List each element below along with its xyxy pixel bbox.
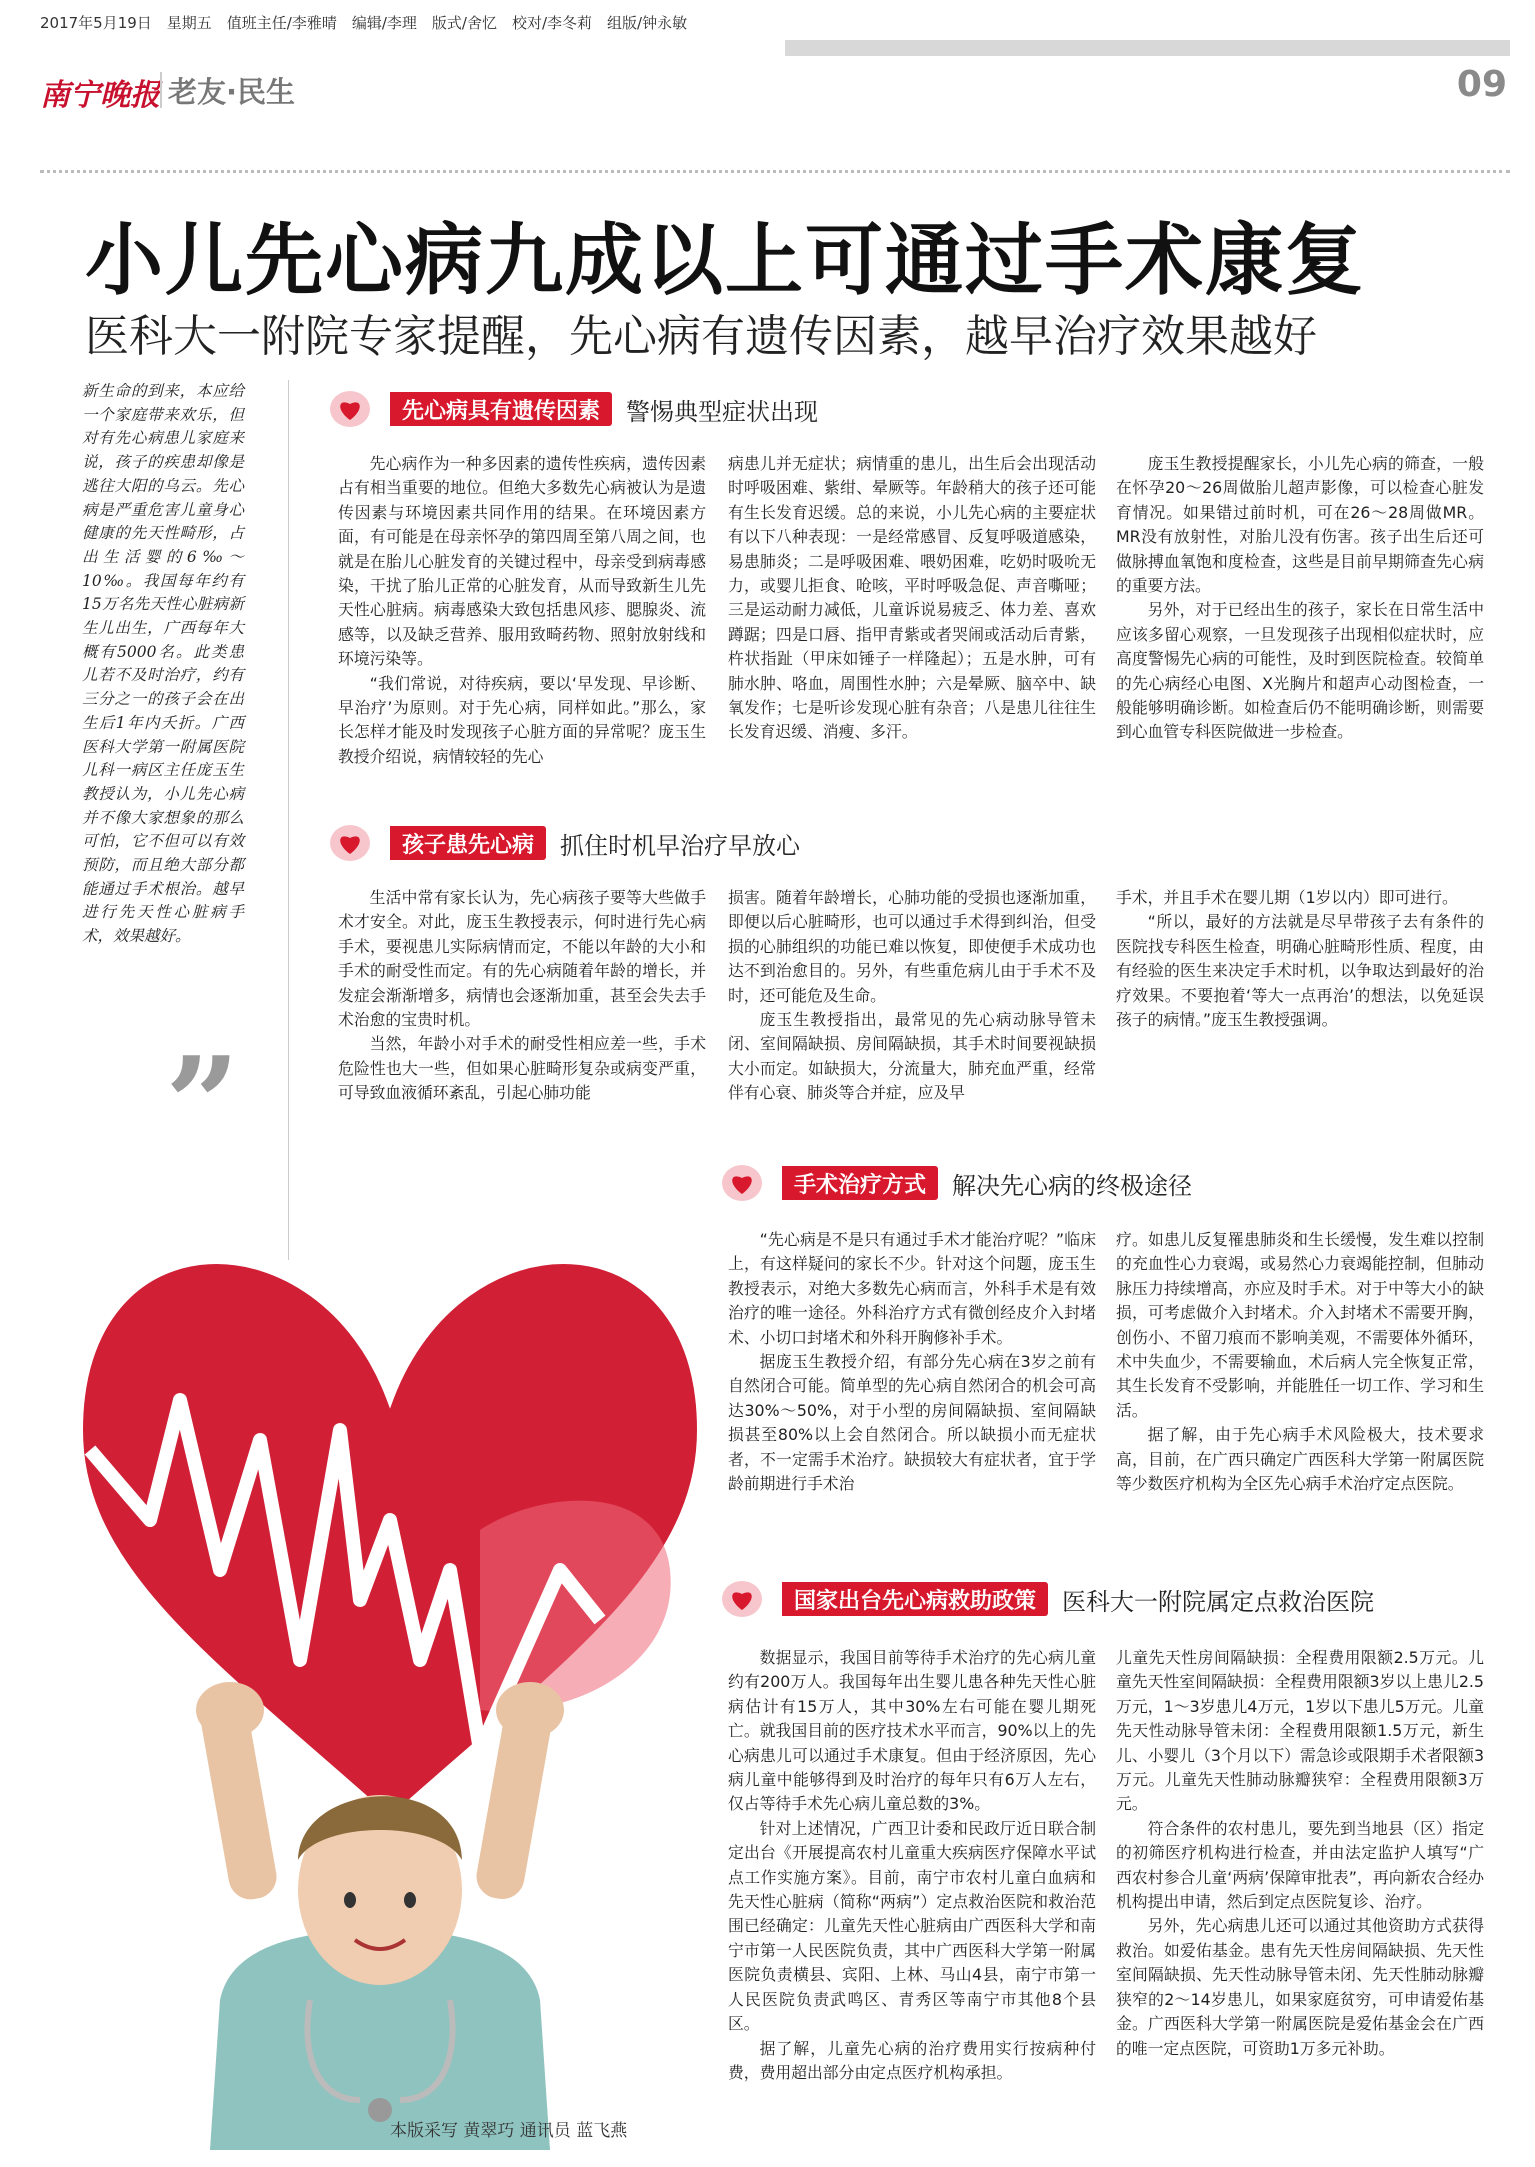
section-tag-2: 孩子患先心病 <box>390 826 546 860</box>
subheadline: 医科大一附院专家提醒，先心病有遗传因素，越早治疗效果越好 <box>85 311 1317 362</box>
s4-col-1 <box>728 1646 1096 2085</box>
s2-col-3 <box>1116 886 1484 1032</box>
paragraph: 疗。如患儿反复罹患肺炎和生长缓慢，发生难以控制的充血性心力衰竭，或易然心力衰竭能控制，但肺动脉压力持续增高，亦应及时手术。对于中等大小的缺损，可考虑做介入封堵术。介入封堵术不需要开胸，创伤小、不留刀痕而不影响美观，不需要体外循环，术中失血少，不需要输血，术后病人完全恢复正常，其生长发育不受影响，并能胜任一切工作、学习和生活。 <box>1116 1230 1484 1420</box>
section-header-2 <box>328 824 800 862</box>
s2-col-1 <box>338 886 706 1106</box>
paragraph: 据庞玉生教授介绍，有部分先心病在3岁之前有自然闭合可能。简单型的先心病自然闭合的机会可高达30%～50%，对于小型的房间隔缺损、室间隔缺损甚至80%以上会自然闭合。所以缺损小而无症状者，不一定需手术治疗。缺损较大有症状者，宜于学龄前期进行手术治 <box>728 1352 1096 1494</box>
heart-badge-icon <box>720 1580 782 1618</box>
heart-doctor-illustration <box>60 1100 750 2150</box>
section-tag-1: 先心病具有遗传因素 <box>390 392 612 426</box>
heart-badge-icon <box>328 390 390 428</box>
s1-col-1 <box>338 452 706 769</box>
quote-mark: ” <box>165 1028 240 1181</box>
section-sub-1: 警惕典型症状出现 <box>626 397 819 426</box>
paragraph: 生活中常有家长认为，先心病孩子要等大些做手术才安全。对此，庞玉生教授表示，何时进行先心病手术，要视患儿实际病情而定，不能以年龄的大小和手术的耐受性而定。有的先心病随着年龄的增长，并发症会渐渐增多，病情也会逐渐加重，甚至会失去手术治愈的宝贵时机。 <box>338 888 706 1030</box>
header-divider <box>40 170 1510 173</box>
section-sub-4: 医科大一附院属定点救治医院 <box>1062 1587 1375 1616</box>
headline: 小儿先心病九成以上可通过手术康复 <box>85 216 1366 306</box>
paragraph: 据了解，儿童先心病的治疗费用实行按病种付费，费用超出部分由定点医疗机构承担。 <box>728 2038 1096 2082</box>
paragraph: 病患儿并无症状；病情重的患儿，出生后会出现活动时呼吸困难、紫绀、晕厥等。年龄稍大的孩子还可能有生长发育迟缓。总的来说，小儿先心病的主要症状有以下八种表现：一是经常感冒、反复呼吸道感染，易患肺炎；二是呼吸困难、喂奶困难，吃奶时吸吮无力，或婴儿拒食、呛咳，平时呼吸急促、声音嘶哑；三是运动耐力减低，儿童诉说易疲乏、体力差、喜欢蹲踞；四是口唇、指甲青紫或者哭闹或活动后青紫，杵状指趾（甲床如锤子一样隆起）；五是水肿，可有肺水肿、咯血，周围性水肿；六是晕厥、脑卒中、缺氧发作；七是听诊发现心脏有杂音；八是患儿往往生长发育迟缓、消瘦、多汗。 <box>728 454 1096 742</box>
paragraph: “所以，最好的方法就是尽早带孩子去有条件的医院找专科医生检查，明确心脏畸形性质、程度，由有经验的医生来决定手术时机，以争取达到最好的治疗效果。不要抱着‘等大一点再治’的想法，以免延误孩子的病情。”庞玉生教授强调。 <box>1116 912 1484 1030</box>
s3-col-1 <box>728 1228 1096 1496</box>
byline-credit: 本版采写 黄翠巧 通讯员 蓝飞燕 <box>390 2121 628 2141</box>
heart-badge-icon <box>328 824 390 862</box>
newspaper-logo: 南宁晚报 <box>40 78 160 113</box>
page-number: 09 <box>1456 64 1507 105</box>
paragraph: “我们常说，对待疾病，要以‘早发现、早诊断、早治疗’为原则。对于先心病，同样如此。”那么，家长怎样才能及时发现孩子心脏方面的异常呢？庞玉生教授介绍说，病情较轻的先心 <box>338 673 706 766</box>
section-header-3 <box>720 1164 1192 1202</box>
s2-col-2 <box>728 886 1096 1106</box>
section-tag-4: 国家出台先心病救助政策 <box>782 1582 1048 1616</box>
paragraph: 数据显示，我国目前等待手术治疗的先心病儿童约有200万人。我国每年出生婴儿患各种先天性心脏病估计有15万人，其中30%左右可能在婴儿期死亡。就我国目前的医疗技术水平而言，90%以上的先心病患儿可以通过手术康复。但由于经济原因，先心病儿童中能够得到及时治疗的每年只有6万人左右，仅占等待手术先心病儿童总数的3%。 <box>728 1648 1096 1814</box>
paragraph: 儿童先天性房间隔缺损：全程费用限额2.5万元。儿童先天性室间隔缺损：全程费用限额3岁以上患儿2.5万元，1～3岁患儿4万元，1岁以下患儿5万元。儿童先天性动脉导管未闭：全程费用限额1.5万元，新生儿、小婴儿（3个月以下）需急诊或限期手术者限额3万元。儿童先天性肺动脉瓣狭窄：全程费用限额3万元。 <box>1116 1648 1484 1814</box>
masthead-info: 2017年5月19日 星期五 值班主任/李雅晴 编辑/李理 版式/舍忆 校对/李冬莉 组版/钟永敏 <box>40 14 688 32</box>
paragraph: 当然，年龄小对手术的耐受性相应差一些，手术危险性也大一些，但如果心脏畸形复杂或病变严重，可导致血液循环紊乱，引起心肺功能 <box>338 1034 706 1103</box>
paragraph: 庞玉生教授指出，最常见的先心病动脉导管未闭、室间隔缺损、房间隔缺损，其手术时间要视缺损大小而定。如缺损大，分流量大，肺充血严重，经常伴有心衰、肺炎等合并症，应及早 <box>728 1010 1096 1103</box>
section-header-4 <box>720 1580 1374 1618</box>
lead-paragraph: 新生命的到来，本应给一个家庭带来欢乐，但对有先心病患儿家庭来说，孩子的疾患却像是逃往大阳的乌云。先心病是严重危害儿童身心健康的先天性畸形，占出生活婴的6‰～10‰。我国每年约有15万名先天性心脏病新生儿出生，广西每年大概有5000名。此类患儿若不及时治疗，约有三分之一的孩子会在出生后1年内夭折。广西医科大学第一附属医院儿科一病区主任庞玉生教授认为，小儿先心病并不像大家想象的那么可怕，它不但可以有效预防，而且绝大部分都能通过手术根治。越早进行先天性心脏病手术，效果越好。 <box>82 382 244 946</box>
section-name: 老友·民生 <box>168 75 296 109</box>
section-sub-3: 解决先心病的终极途径 <box>952 1171 1193 1200</box>
paragraph: 另外，对于已经出生的孩子，家长在日常生活中应该多留心观察，一旦发现孩子出现相似症状时，应高度警惕先心病的可能性，及时到医院检查。较简单的先心病经心电图、X光胸片和超声心动图检查，一般能够明确诊断。如检查后仍不能明确诊断，则需要到心血管专科医院做进一步检查。 <box>1116 600 1484 742</box>
paragraph: 手术，并且手术在婴儿期（1岁以内）即可进行。 <box>1116 888 1458 907</box>
paragraph: 另外，先心病患儿还可以通过其他资助方式获得救治。如爱佑基金。患有先天性房间隔缺损、先天性室间隔缺损、先天性动脉导管未闭、先天性肺动脉瓣狭窄的2～14岁患儿，如果家庭贫穷，可申请爱佑基金。广西医科大学第一附属医院是爱佑基金会在广西的唯一定点医院，可资助1万多元补助。 <box>1116 1916 1484 2058</box>
paragraph: 损害。随着年龄增长，心肺功能的受损也逐渐加重，即便以后心脏畸形，也可以通过手术得到纠治，但受损的心肺组织的功能已难以恢复，即使便手术成功也达不到治愈目的。另外，有些重危病儿由于手术不及时，还可能危及生命。 <box>728 888 1096 1005</box>
masthead-separator <box>160 72 162 108</box>
section-tag-3: 手术治疗方式 <box>782 1166 938 1200</box>
section-header-1 <box>328 390 818 428</box>
heart-badge-icon <box>720 1164 782 1202</box>
paragraph: 据了解，由于先心病手术风险极大，技术要求高，目前，在广西只确定广西医科大学第一附属医院等少数医疗机构为全区先心病手术治疗定点医院。 <box>1116 1425 1484 1494</box>
masthead-bar <box>785 40 1510 56</box>
paragraph: 针对上述情况，广西卫计委和民政厅近日联合制定出台《开展提高农村儿童重大疾病医疗保障水平试点工作实施方案》。目前，南宁市农村儿童白血病和先天性心脏病（简称“两病”）定点救治医院和救治范围已经确定：儿童先天性心脏病由广西医科大学和南宁市第一人民医院负责，其中广西医科大学第一附属医院负责横县、宾阳、上林、马山4县，南宁市第一人民医院负责武鸣区、青秀区等南宁市其他8个县区。 <box>728 1818 1096 2034</box>
s4-col-2 <box>1116 1646 1484 2061</box>
paragraph: 符合条件的农村患儿，要先到当地县（区）指定的初筛医疗机构进行检查，并由法定监护人填写“广西农村参合儿童‘两病’保障审批表”，再向新农合经办机构提出申请，然后到定点医院复诊、治疗。 <box>1116 1818 1484 1912</box>
section-sub-2: 抓住时机早治疗早放心 <box>560 831 801 860</box>
paragraph: 先心病作为一种多因素的遗传性疾病，遗传因素占有相当重要的地位。但绝大多数先心病被认为是遗传因素与环境因素共同作用的结果。在环境因素方面，有可能是在母亲怀孕的第四周至第八周之间，也就是在胎儿心脏发育的关键过程中，母亲受到病毒感染，干扰了胎儿正常的心脏发育，从而导致新生儿先天性心脏病。病毒感染大致包括患风疹、腮腺炎、流感等，以及缺乏营养、服用致畸药物、照射放射线和环境污染等。 <box>338 454 706 669</box>
s3-col-2 <box>1116 1228 1484 1496</box>
paragraph: 庞玉生教授提醒家长，小儿先心病的筛查，一般在怀孕20～26周做胎儿超声影像，可以检查心脏发育情况。如果错过前时机，可在26～28周做MR。MR没有放射性，对胎儿没有伤害。孩子出生后还可做脉搏血氧饱和度检查，这些是目前早期筛查先心病的重要方法。 <box>1116 454 1484 596</box>
paragraph: “先心病是不是只有通过手术才能治疗呢？”临床上，有这样疑问的家长不少。针对这个问题，庞玉生教授表示，对绝大多数先心病而言，外科手术是有效治疗的唯一途径。外科治疗方式有微创经皮介入封堵术、小切口封堵术和外科开胸修补手术。 <box>728 1230 1096 1347</box>
s1-col-2 <box>728 452 1096 745</box>
s1-col-3 <box>1116 452 1484 745</box>
